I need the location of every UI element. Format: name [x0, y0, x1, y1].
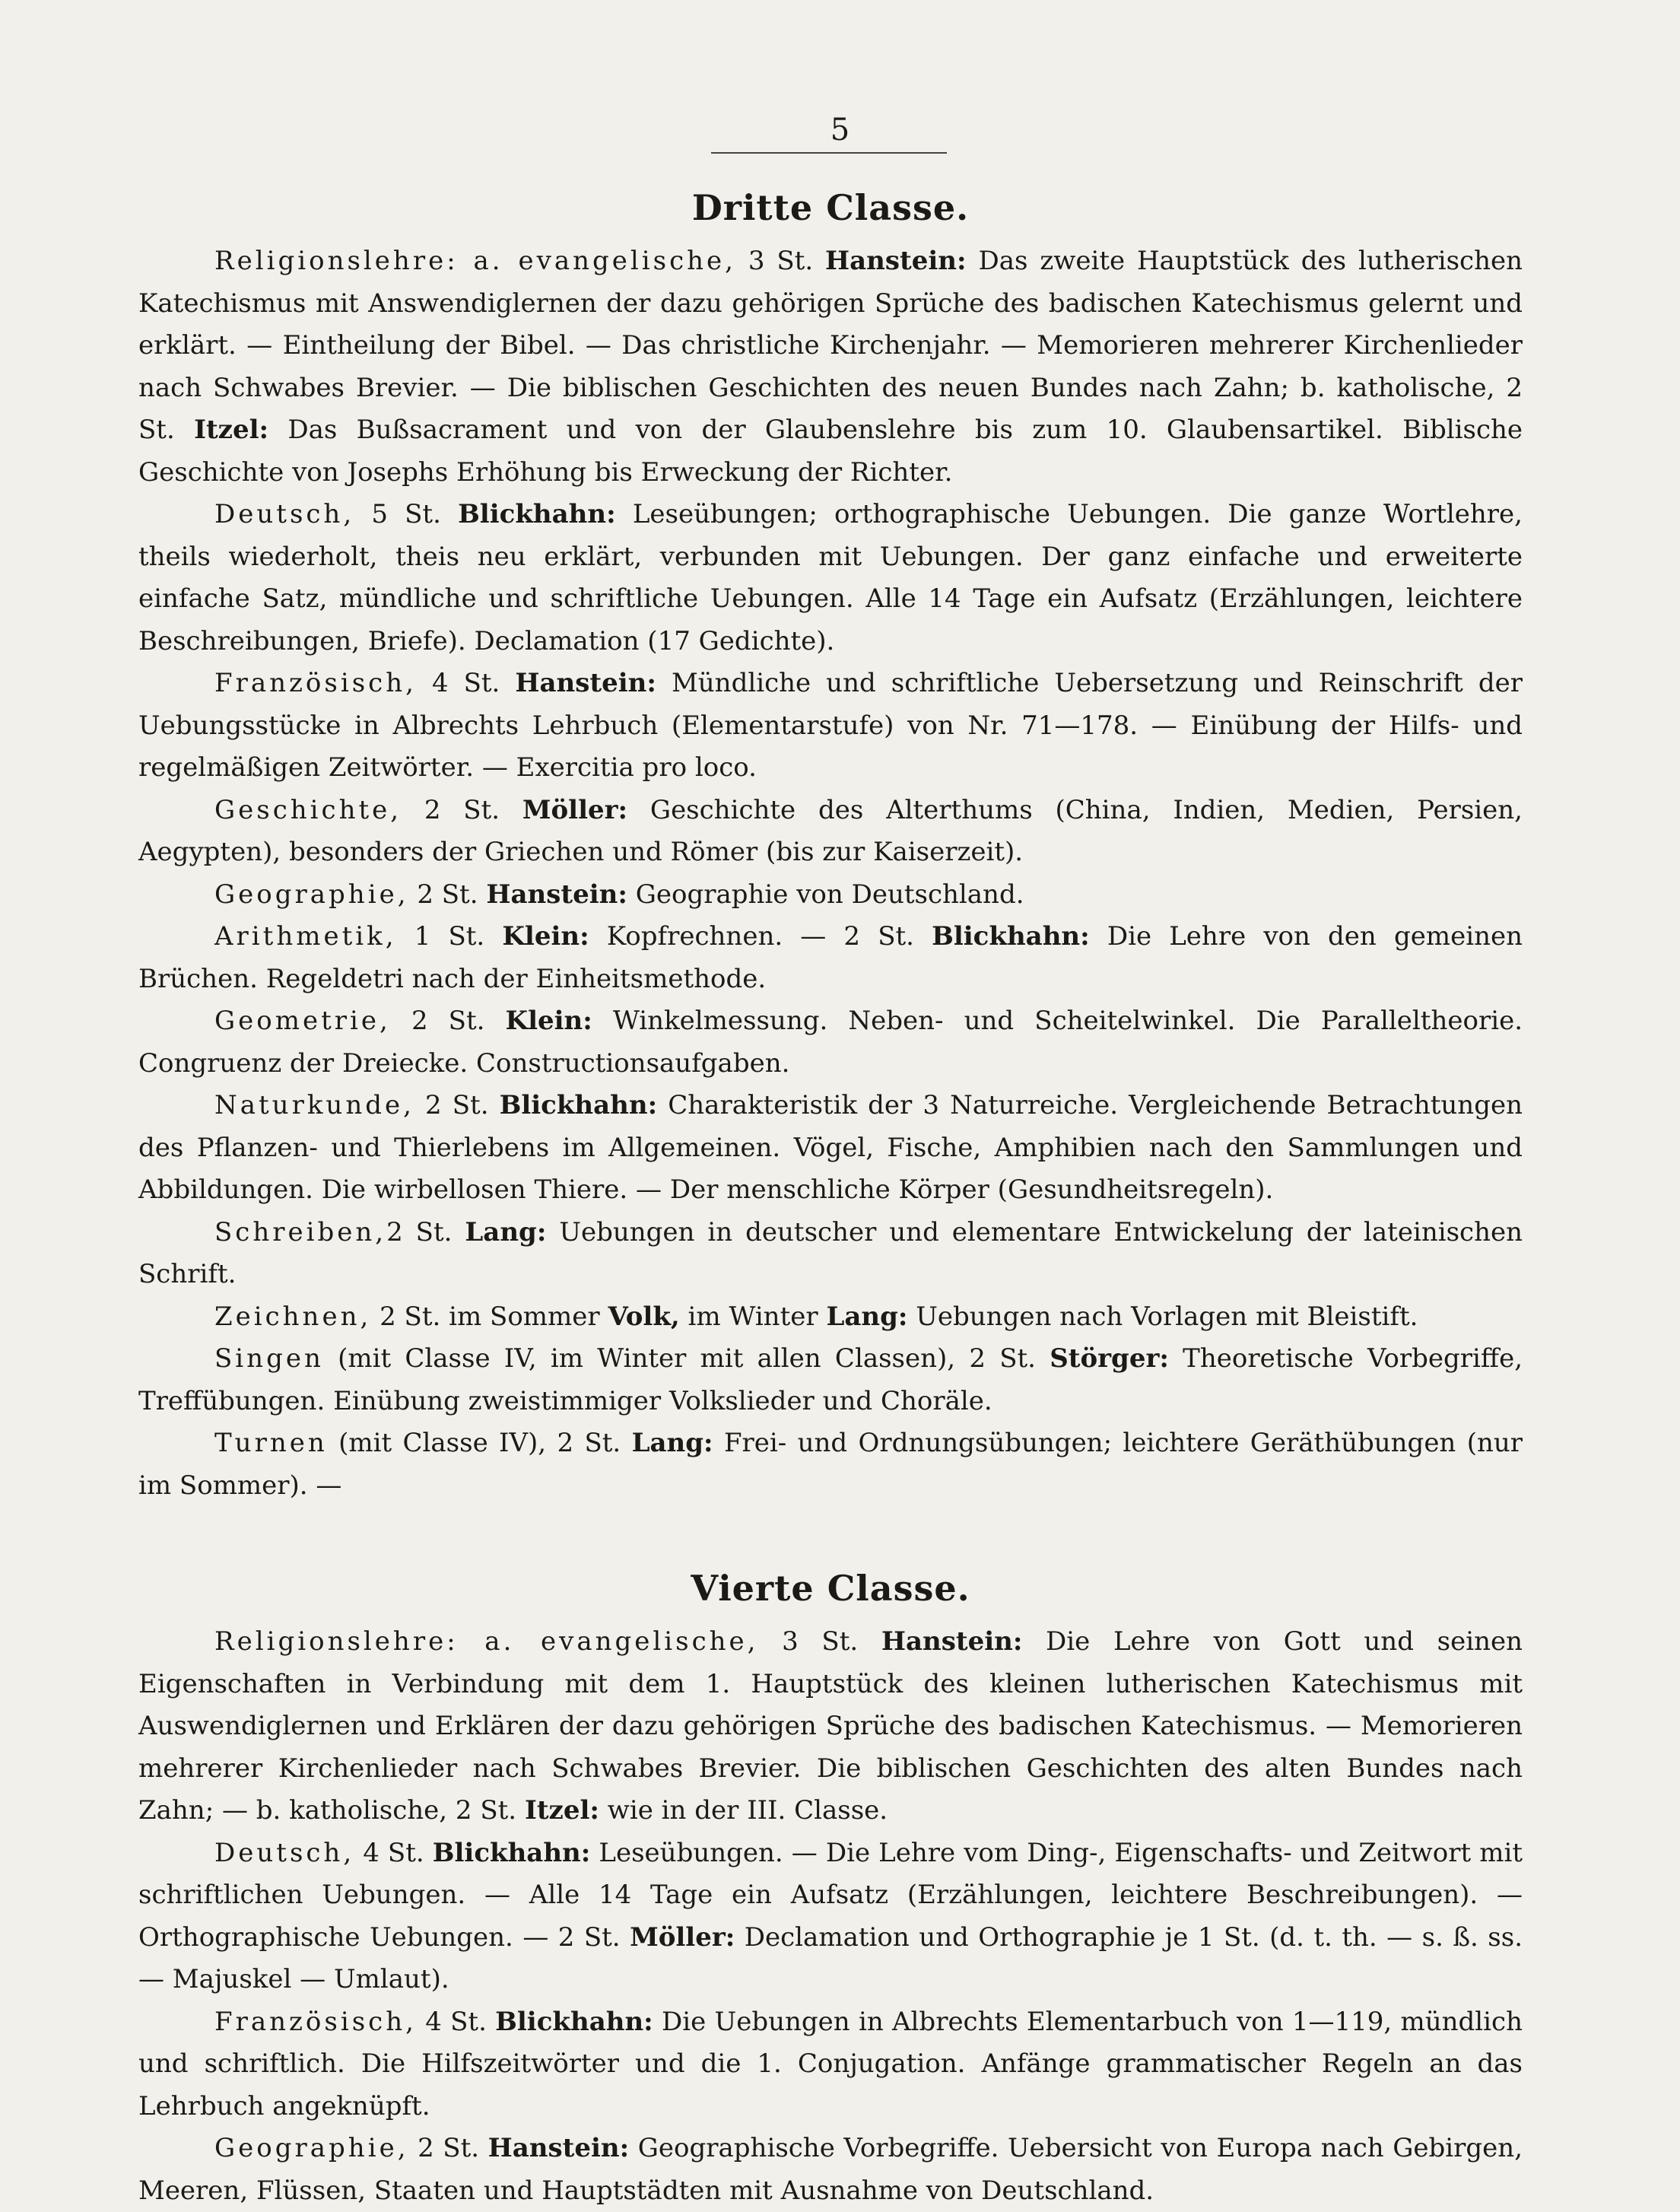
- hours-text: 4 St.: [416, 2006, 496, 2037]
- subject-paragraph: [138, 494, 1523, 663]
- paragraph-text: Leseübungen. — Die Lehre vom Ding-, Eigenschafts- und Zeitwort mit schriftlichen Uebungen. — Alle 14 Tage ein Aufsatz (Erzählungen, leichtere Beschreibungen). — Orthographische Uebungen. — 2 St.: [138, 1837, 1523, 1953]
- subject-paragraph: [138, 1212, 1523, 1296]
- section-title: Dritte Classe.: [691, 187, 970, 228]
- hours-text: 4 St.: [354, 1837, 433, 1868]
- subject-paragraph: [138, 874, 1523, 917]
- hours-text: 2 St.: [402, 794, 522, 825]
- subject-name: Deutsch,: [214, 499, 355, 529]
- teacher-name: Lang:: [465, 1216, 547, 1247]
- hours-text: (mit Classe IV, im Winter mit allen Classen), 2 St.: [323, 1343, 1050, 1374]
- teacher-name: Blickhahn:: [495, 2006, 653, 2037]
- paragraph-text: Die Lehre von Gott und seinen Eigenschaften in Verbindung mit dem 1. Hauptstück des kleinen lutherischen Katechismus mit Auswendiglernen und Erklären der dazu gehörigen Sprüche des badischen Katechismus. — Memorieren mehrerer Kirchenlieder nach Schwabes Brevier. Die biblischen Geschichten des alten Bundes nach Zahn; — b. katholische, 2 St.: [138, 1626, 1523, 1826]
- subject-paragraph: [138, 916, 1523, 1000]
- paragraph-text: Das Bußsacrament und von der Glaubenslehre bis zum 10. Glaubensartikel. Biblische Geschichte von Josephs Erhöhung bis Erweckung der Richter.: [138, 415, 1523, 488]
- paragraph-text: wie in der III. Classe.: [599, 1795, 888, 1826]
- paragraph-text: Geographische Vorbegriffe. Uebersicht von Europa nach Gebirgen, Meeren, Flüssen, Staaten und Hauptstädten mit Ausnahme von Deutschland.: [138, 2133, 1523, 2206]
- hours-text: 3 St.: [735, 246, 826, 276]
- hours-text: 2 St.: [386, 1216, 465, 1247]
- header-rule: [711, 152, 947, 154]
- subject-paragraph: [138, 1000, 1523, 1085]
- hours-text: 2 St.: [371, 1301, 449, 1332]
- teacher-name: Blickhahn:: [432, 1837, 591, 1868]
- teacher-name: Möller:: [630, 1921, 735, 1953]
- subject-paragraph: [138, 1832, 1523, 2001]
- subject-name: Religionslehre: a. evangelische,: [214, 246, 736, 276]
- subject-name: Religionslehre: a. evangelische,: [214, 1626, 759, 1657]
- subject-name: Geographie,: [214, 879, 409, 910]
- teacher-name: Hanstein:: [487, 2133, 630, 2163]
- hours-text: 4 St.: [416, 668, 516, 698]
- teacher-name: Hanstein:: [515, 668, 656, 698]
- paragraph-text: Die Uebungen in Albrechts Elementarbuch von 1—119, mündlich und schriftlich. Die Hilfszeitwörter und die 1. Conjugation. Anfänge grammatischer Regeln an das Lehrbuch angeknüpft.: [138, 2006, 1523, 2121]
- paragraph-text: Uebungen in deutscher und elementare Entwickelung der lateinischen Schrift.: [138, 1216, 1523, 1289]
- subject-paragraph: [138, 663, 1523, 790]
- paragraph-text: Uebungen nach Vorlagen mit Bleistift.: [907, 1301, 1418, 1332]
- section-title: Vierte Classe.: [691, 1568, 970, 1609]
- subject-paragraph: [138, 2001, 1523, 2128]
- hours-text: (mit Classe IV), 2 St.: [327, 1428, 632, 1458]
- subject-name: Geschichte,: [214, 794, 402, 825]
- paragraph-text: Das zweite Hauptstück des lutherischen Katechismus mit Answendiglernen der dazu gehörigen Sprüche des badischen Katechismus gelernt und erklärt. — Eintheilung der Bibel. — Das christliche Kirchenjahr. — Memorieren mehrerer Kirchenlieder nach Schwabes Brevier. — Die biblischen Geschichten des neuen Bundes nach Zahn; b. katholische, 2 St.: [138, 246, 1523, 445]
- teacher-name: Möller:: [522, 794, 628, 825]
- subject-paragraph: [138, 1296, 1523, 1339]
- paragraph-text: Geschichte des Alterthums (China, Indien, Medien, Persien, Aegypten), besonders der Griechen und Römer (bis zur Kaiserzeit).: [138, 794, 1523, 867]
- teacher-name: Störger:: [1050, 1343, 1169, 1374]
- teacher-name: Hanstein:: [881, 1626, 1023, 1657]
- hours-text: 2 St.: [414, 1090, 500, 1120]
- paragraph-text: Leseübungen; orthographische Uebungen. Die ganze Wortlehre, theils wiederholt, theis neu erklärt, verbunden mit Uebungen. Der ganz einfache und erweiterte einfache Satz, mündliche und schriftliche Uebungen. Alle 14 Tage ein Aufsatz (Erzählungen, leichtere Beschreibungen, Briefe). Declamation (17 Gedichte).: [138, 499, 1523, 656]
- paragraph-text: Declamation und Orthographie je 1 St. (d. t. th. — s. ß. ss. — Majuskel — Umlaut).: [138, 1921, 1523, 1994]
- subject-name: Schreiben,: [214, 1216, 387, 1247]
- teacher-name: Blickhahn:: [499, 1090, 658, 1120]
- paragraph-text: Kopfrechnen. — 2 St.: [589, 921, 932, 952]
- paragraph-text: Theoretische Vorbegriffe, Treffübungen. Einübung zweistimmiger Volkslieder und Choräle.: [138, 1343, 1523, 1416]
- hours-text: 2 St.: [390, 1006, 506, 1036]
- paragraph-text: Winkelmessung. Neben- und Scheitelwinkel. Die Paralleltheorie. Congruenz der Dreiecke. Constructionsaufgaben.: [138, 1006, 1523, 1079]
- paragraph-text: Frei- und Ordnungsübungen; leichtere Geräthübungen (nur im Sommer). —: [138, 1428, 1523, 1501]
- subject-name: Französisch,: [214, 668, 417, 698]
- teacher-name: Lang:: [826, 1301, 908, 1332]
- subject-name: Geographie,: [214, 2133, 409, 2163]
- page-number: 5: [830, 113, 850, 148]
- subject-name: Arithmetik,: [214, 921, 397, 952]
- subject-name: Singen: [214, 1343, 324, 1374]
- subject-paragraph: [138, 1338, 1523, 1422]
- subject-name: Französisch,: [214, 2006, 417, 2037]
- paragraph-text: Geographie von Deutschland.: [627, 879, 1024, 910]
- page-content: [138, 180, 1523, 2212]
- teacher-name: Itzel:: [194, 415, 269, 445]
- subject-paragraph: [138, 2128, 1523, 2212]
- teacher-name: Blickhahn:: [932, 921, 1090, 952]
- subject-paragraph: [138, 1621, 1523, 1832]
- subject-paragraph: [138, 1085, 1523, 1212]
- subject-name: Geometrie,: [214, 1006, 391, 1036]
- subject-name: Deutsch,: [214, 1837, 355, 1868]
- hours-text: 2 St.: [408, 879, 487, 910]
- hours-text: 2 St.: [408, 2133, 488, 2163]
- teacher-name: Itzel:: [524, 1795, 599, 1826]
- teacher-name: Klein:: [502, 921, 589, 952]
- teacher-name: Blickhahn:: [458, 499, 616, 529]
- paragraph-text: im Sommer: [449, 1301, 608, 1332]
- hours-text: 1 St.: [396, 921, 503, 952]
- teacher-name: Hanstein:: [486, 879, 627, 910]
- subject-paragraph: [138, 1422, 1523, 1507]
- subject-name: Zeichnen,: [214, 1301, 372, 1332]
- subject-name: Naturkunde,: [214, 1090, 414, 1120]
- teacher-name: Klein:: [505, 1006, 592, 1036]
- subject-paragraph: [138, 790, 1523, 874]
- hours-text: 5 St.: [354, 499, 459, 529]
- hours-text: 3 St.: [758, 1626, 881, 1657]
- teacher-name: Hanstein:: [825, 246, 967, 276]
- paragraph-text: im Winter: [679, 1301, 827, 1332]
- paragraph-text: Charakteristik der 3 Naturreiche. Vergleichende Betrachtungen des Pflanzen- und Thierlebens im Allgemeinen. Vögel, Fische, Amphibien nach den Sammlungen und Abbildungen. Die wirbellosen Thiere. — Der menschliche Körper (Gesundheitsregeln).: [138, 1090, 1523, 1205]
- paragraph-text: Die Lehre von den gemeinen Brüchen. Regeldetri nach der Einheitsmethode.: [138, 921, 1523, 994]
- teacher-name: Lang:: [631, 1428, 713, 1458]
- subject-name: Turnen: [214, 1428, 328, 1458]
- teacher-name: Volk,: [608, 1301, 680, 1332]
- paragraph-text: Mündliche und schriftliche Uebersetzung und Reinschrift der Uebungsstücke in Albrechts Lehrbuch (Elementarstufe) von Nr. 71—178. — Einübung der Hilfs- und regelmäßigen Zeitwörter. — Exercitia pro loco.: [138, 668, 1523, 783]
- subject-paragraph: [138, 240, 1523, 494]
